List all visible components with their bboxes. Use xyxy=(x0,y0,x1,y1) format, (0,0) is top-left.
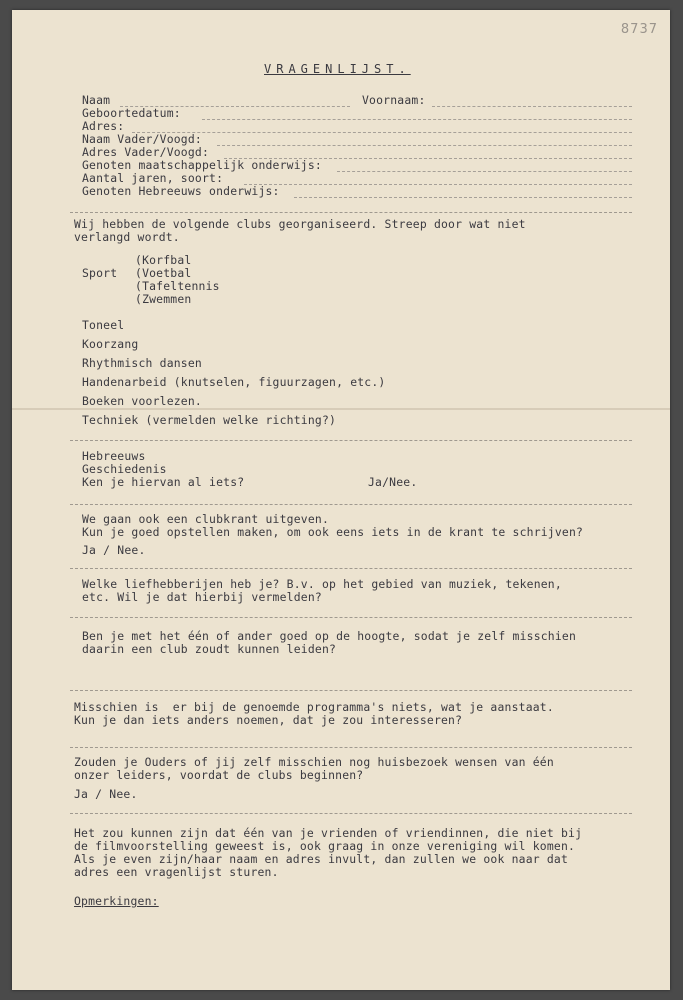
anders-line1: Misschien is er bij de genoemde programma's niets, wat je aanstaat. xyxy=(74,700,554,714)
section-rule xyxy=(70,212,632,213)
club-toneel[interactable]: Toneel xyxy=(82,318,125,332)
questionnaire-sheet xyxy=(12,10,670,990)
vrienden-line1: Het zou kunnen zijn dat één van je vrienden of vriendinnen, die niet bij xyxy=(74,826,583,840)
field-adres-vader-label: Adres Vader/Voogd: xyxy=(82,145,210,159)
section-rule xyxy=(70,813,632,814)
field-geboortedatum-line[interactable] xyxy=(202,119,632,120)
vrienden-line2: de filmvoorstelling geweest is, ook graag in onze vereniging wil komen. xyxy=(74,839,576,853)
sport-item-zwemmen[interactable]: (Zwemmen xyxy=(135,292,192,306)
clubs-intro-line1: Wij hebben de volgende clubs georganiseerd. Streep door wat niet xyxy=(74,217,526,231)
sport-label: Sport xyxy=(82,266,118,280)
vrienden-line4: adres een vragenlijst sturen. xyxy=(74,865,279,879)
field-adres-line[interactable] xyxy=(132,132,632,133)
field-hebreeuws-onderwijs-line[interactable] xyxy=(294,197,632,198)
field-aantal-jaren-line[interactable] xyxy=(244,184,632,185)
hebreeuws-line2: Geschiedenis xyxy=(82,462,167,476)
hebreeuws-question: Ken je hiervan al iets? xyxy=(82,475,245,489)
huisbezoek-line2: onzer leiders, voordat de clubs beginnen? xyxy=(74,768,364,782)
liefhebberijen-line1: Welke liefhebberijen heb je? B.v. op het gebied van muziek, tekenen, xyxy=(82,577,562,591)
section-rule xyxy=(70,617,632,618)
clubkrant-answer[interactable]: Ja / Nee. xyxy=(82,543,146,557)
section-rule xyxy=(70,747,632,748)
club-handenarbeid[interactable]: Handenarbeid (knutselen, figuurzagen, etc.) xyxy=(82,375,386,389)
anders-line2: Kun je dan iets anders noemen, dat je zou interesseren? xyxy=(74,713,463,727)
archive-number: 8737 xyxy=(620,22,658,37)
hebreeuws-line1: Hebreeuws xyxy=(82,449,146,463)
sport-item-tafeltennis[interactable]: (Tafeltennis xyxy=(135,279,220,293)
field-geboortedatum-label: Geboortedatum: xyxy=(82,106,181,120)
clubkrant-line2: Kun je goed opstellen maken, om ook eens iets in de krant te schrijven? xyxy=(82,525,584,539)
field-aantal-jaren-label: Aantal jaren, soort: xyxy=(82,171,224,185)
vrienden-line3: Als je even zijn/haar naam en adres invult, dan zullen we ook naar dat xyxy=(74,852,569,866)
field-naam-vader-label: Naam Vader/Voogd: xyxy=(82,132,202,146)
section-rule xyxy=(70,568,632,569)
field-voornaam-line[interactable] xyxy=(432,106,632,107)
section-rule xyxy=(70,440,632,441)
clubs-intro-line2: verlangd wordt. xyxy=(74,230,180,244)
huisbezoek-answer[interactable]: Ja / Nee. xyxy=(74,787,138,801)
field-onderwijs-line[interactable] xyxy=(337,171,632,172)
field-naam-vader-line[interactable] xyxy=(217,145,632,146)
clubkrant-line1: We gaan ook een clubkrant uitgeven. xyxy=(82,512,330,526)
field-hebreeuws-onderwijs-label: Genoten Hebreeuws onderwijs: xyxy=(82,184,280,198)
document-title: VRAGENLIJST. xyxy=(264,62,411,76)
sport-item-voetbal[interactable]: (Voetbal xyxy=(135,266,192,280)
club-techniek[interactable]: Techniek (vermelden welke richting?) xyxy=(82,413,337,427)
field-onderwijs-label: Genoten maatschappelijk onderwijs: xyxy=(82,158,322,172)
club-koorzang[interactable]: Koorzang xyxy=(82,337,139,351)
field-voornaam-label: Voornaam: xyxy=(362,93,426,107)
hebreeuws-answer[interactable]: Ja/Nee. xyxy=(368,475,418,489)
field-naam-label: Naam xyxy=(82,93,111,107)
sport-item-korfbal[interactable]: (Korfbal xyxy=(135,253,192,267)
club-rhythmisch-dansen[interactable]: Rhythmisch dansen xyxy=(82,356,202,370)
opmerkingen-label: Opmerkingen: xyxy=(74,894,159,908)
field-adres-label: Adres: xyxy=(82,119,125,133)
hoogte-line2: daarin een club zoudt kunnen leiden? xyxy=(82,642,337,656)
paper-fold xyxy=(12,408,670,410)
hoogte-line1: Ben je met het één of ander goed op de hoogte, sodat je zelf misschien xyxy=(82,629,577,643)
club-boeken-voorlezen[interactable]: Boeken voorlezen. xyxy=(82,394,202,408)
liefhebberijen-line2: etc. Wil je dat hierbij vermelden? xyxy=(82,590,322,604)
section-rule xyxy=(70,504,632,505)
huisbezoek-line1: Zouden je Ouders of jij zelf misschien nog huisbezoek wensen van één xyxy=(74,755,554,769)
section-rule xyxy=(70,690,632,691)
